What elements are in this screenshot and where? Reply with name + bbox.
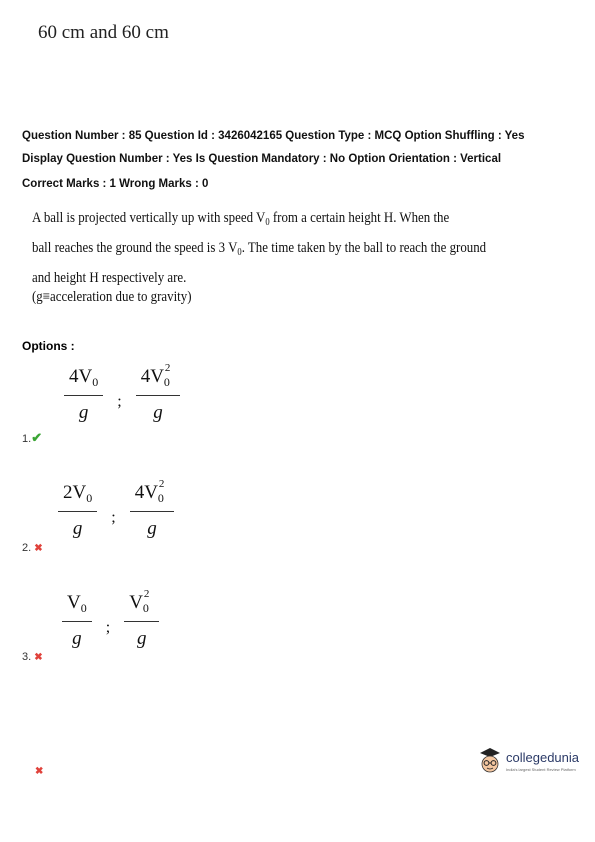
- correct-check-icon: ✔: [31, 430, 43, 445]
- question-line-2: ball reaches the ground the speed is 3 $V_0$. The time taken by the ball to reach the ground: [32, 240, 487, 258]
- option-3-time-fraction: $\frac{V_0}{g}$: [62, 592, 92, 650]
- question-meta-line-1: Question Number : 85 Question Id : 3426042165 Question Type : MCQ Option Shuffling : Yes: [22, 130, 525, 142]
- option-2-time-fraction: $\frac{2V_0}{g}$: [58, 482, 97, 540]
- previous-answer-text: 60 cm and 60 cm: [38, 22, 169, 43]
- question-line-1: A ball is projected vertically up with speed $V_0$ from a certain height H. When the: [32, 210, 450, 228]
- option-3-height-fraction: $\frac{V_0^2}{g}$: [124, 592, 159, 650]
- option-separator: ;: [111, 509, 116, 526]
- collegedunia-logo: [478, 746, 579, 776]
- option-separator: ;: [105, 619, 111, 636]
- option-3-expression[interactable]: [62, 588, 159, 650]
- wrong-cross-icon: ✖: [34, 543, 43, 554]
- option-separator: ;: [117, 393, 122, 410]
- option-1-number: 1.✔: [22, 430, 43, 445]
- question-text: [32, 203, 487, 309]
- question-marks: Correct Marks : 1 Wrong Marks : 0: [22, 178, 209, 190]
- graduate-face-icon: [478, 746, 502, 776]
- logo-name: collegedunia: [506, 750, 580, 765]
- option-2-expression[interactable]: [58, 478, 174, 540]
- option-1-time-fraction: $\frac{4V_0}{g}$: [64, 366, 103, 424]
- option-3-number: 3. ✖: [22, 651, 43, 663]
- question-meta-line-2: Display Question Number : Yes Is Question Mandatory : No Option Orientation : Vertical: [22, 153, 502, 165]
- options-label: Options :: [22, 339, 75, 353]
- option-2-height-fraction: $\frac{4V_0^2}{g}$: [130, 482, 175, 540]
- question-line-3: and height H respectively are.: [32, 270, 187, 286]
- wrong-cross-icon: ✖: [35, 766, 44, 777]
- logo-tagline: India's largest Student Review Platform: [506, 767, 576, 772]
- option-4-number: [35, 765, 43, 777]
- question-note: (g≡acceleration due to gravity): [32, 289, 192, 305]
- option-2-number: 2. ✖: [22, 542, 43, 554]
- option-1-expression[interactable]: [64, 362, 180, 424]
- wrong-cross-icon: ✖: [34, 652, 43, 663]
- option-1-height-fraction: $\frac{4V_0^2}{g}$: [136, 366, 181, 424]
